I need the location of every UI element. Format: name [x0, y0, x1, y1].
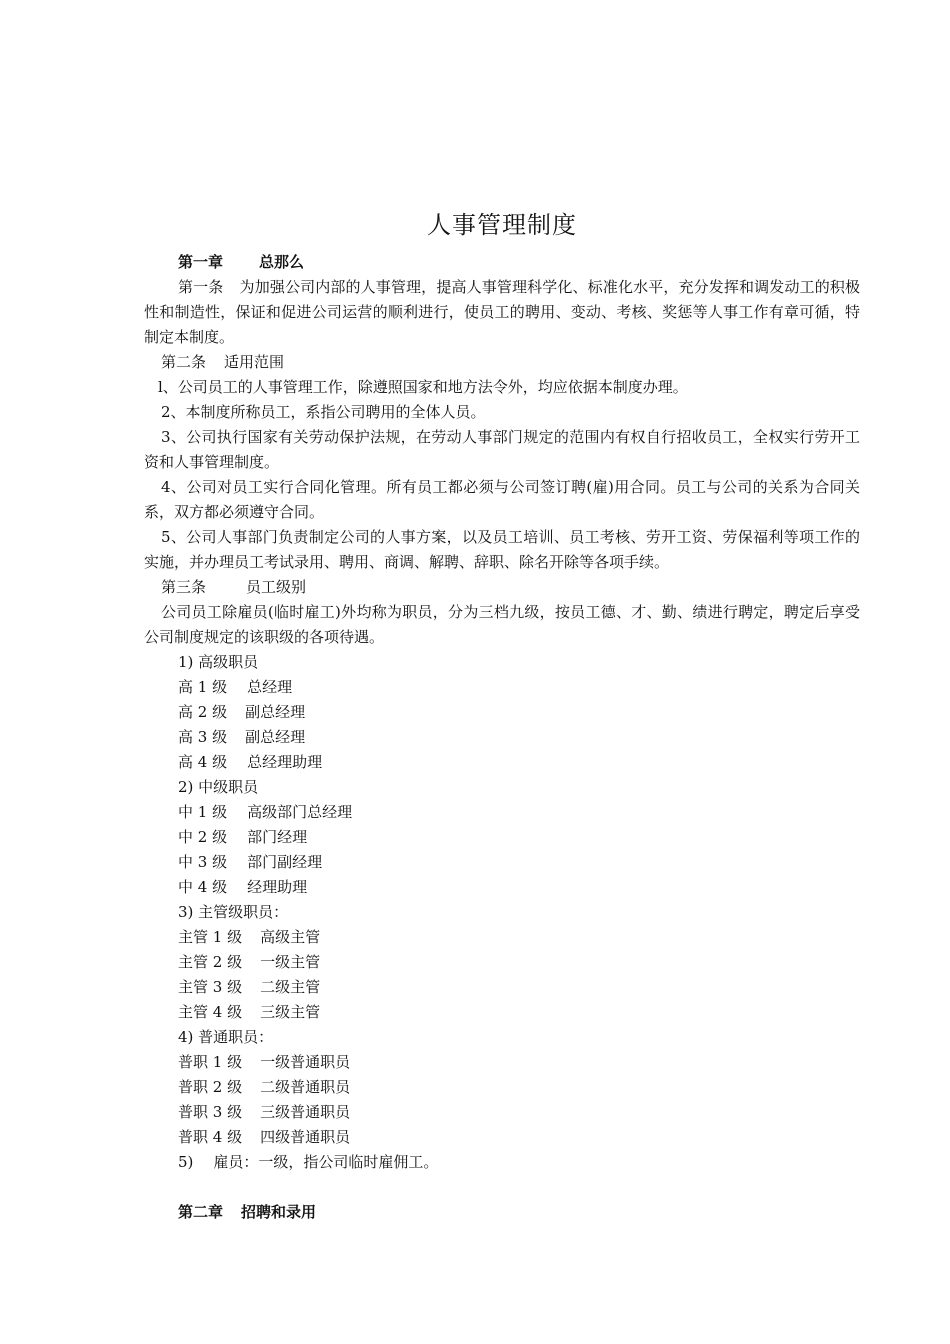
level-grade: 主管 3 级: [178, 978, 243, 996]
level-grade: 中 4 级: [178, 878, 228, 896]
level-title: 部门经理: [247, 828, 308, 846]
level-title: 副总经理: [245, 703, 306, 721]
level-title: 一级主管: [260, 953, 321, 971]
level-grade: 普职 3 级: [178, 1103, 243, 1121]
level-row: [144, 750, 860, 775]
list-item: 2、本制度所称员工，系指公司聘用的全体人员。: [161, 403, 486, 421]
level-grade: 中 3 级: [178, 853, 228, 871]
level-grade: 普职 4 级: [178, 1128, 243, 1146]
level-row: [144, 700, 860, 725]
group-heading: 3) 主管级职员：: [178, 903, 289, 921]
level-grade: 高 1 级: [178, 678, 228, 696]
level-title: 二级主管: [260, 978, 321, 996]
level-title: 经理助理: [247, 878, 308, 896]
article-name: 适用范围: [224, 353, 285, 371]
level-title: 三级普通职员: [260, 1103, 351, 1121]
group-heading: 4) 普通职员：: [178, 1028, 274, 1046]
article-text: 为加强公司内部的人事管理，提高人事管理科学化、标准化水平，充分发挥和调发动工的积极性和制造性，保证和促进公司运营的顺利进行，使员工的聘用、变动、考核、奖惩等人事工作有章可循，特制定本制度。: [144, 278, 860, 346]
level-title: 三级主管: [260, 1003, 321, 1021]
list-item: 5、公司人事部门负责制定公司的人事方案，以及员工培训、员工考核、劳开工资、劳保福利等项工作的实施，并办理员工考试录用、聘用、商调、解聘、辞职、除名开除等各项手续。: [144, 528, 860, 571]
chapter-name: 招聘和录用: [241, 1203, 317, 1221]
list-item: l、公司员工的人事管理工作，除遵照国家和地方法令外，均应依据本制度办理。: [158, 378, 688, 396]
level-title: 总经理助理: [247, 753, 323, 771]
level-grade: 高 2 级: [178, 703, 228, 721]
chapter-label: 第二章: [178, 1203, 224, 1221]
level-title: 二级普通职员: [260, 1078, 351, 1096]
chapter-label: 第一章: [178, 253, 224, 271]
level-grade: 高 3 级: [178, 728, 228, 746]
article-label: 第一条: [178, 278, 224, 296]
level-grade: 高 4 级: [178, 753, 228, 771]
level-row: [144, 925, 860, 950]
level-row: [144, 950, 860, 975]
group-heading: 2) 中级职员: [178, 778, 259, 796]
level-grade: 主管 2 级: [178, 953, 243, 971]
article-heading: [144, 350, 860, 375]
article-name: 员工级别: [246, 578, 307, 596]
chapter-name: 总那么: [259, 253, 305, 271]
level-row: [144, 825, 860, 850]
article-paragraph: 公司员工除雇员(临时雇工)外均称为职员，分为三档九级，按员工德、才、勤、绩进行聘定，聘定后享受公司制度规定的该职级的各项待遇。: [144, 603, 860, 646]
list-item: 3、公司执行国家有关劳动保护法规，在劳动人事部门规定的范围内有权自行招收员工，全权实行劳开工资和人事管理制度。: [144, 428, 860, 471]
level-grade: 主管 4 级: [178, 1003, 243, 1021]
level-row: [144, 675, 860, 700]
level-grade: 普职 2 级: [178, 1078, 243, 1096]
level-row: [144, 800, 860, 825]
list-item: 4、公司对员工实行合同化管理。所有员工都必须与公司签订聘(雇)用合同。员工与公司的关系为合同关系，双方都必须遵守合同。: [144, 478, 860, 521]
level-row: [144, 725, 860, 750]
level-row: [144, 1100, 860, 1125]
level-row: [144, 1075, 860, 1100]
level-row: [144, 1050, 860, 1075]
level-grade: 普职 1 级: [178, 1053, 243, 1071]
level-title: 一级普通职员: [260, 1053, 351, 1071]
level-title: 高级主管: [260, 928, 321, 946]
level-grade: 中 2 级: [178, 828, 228, 846]
level-title: 部门副经理: [247, 853, 323, 871]
level-grade: 主管 1 级: [178, 928, 243, 946]
employee-text: 雇员：一级，指公司临时雇佣工。: [213, 1153, 439, 1171]
level-row: [144, 1000, 860, 1025]
level-title: 四级普通职员: [260, 1128, 351, 1146]
level-title: 高级部门总经理: [247, 803, 353, 821]
level-grade: 中 1 级: [178, 803, 228, 821]
article-label: 第二条: [161, 353, 207, 371]
chapter-heading: [144, 1200, 860, 1225]
level-title: 总经理: [247, 678, 293, 696]
employee-label: 5): [178, 1153, 194, 1171]
level-row: [144, 850, 860, 875]
article-label: 第三条: [161, 578, 207, 596]
level-row: [144, 1125, 860, 1150]
level-row: [144, 975, 860, 1000]
employee-row: [144, 1150, 860, 1175]
article-paragraph: [144, 275, 860, 350]
document-title: 人事管理制度: [427, 211, 577, 239]
level-row: [144, 875, 860, 900]
blank-line: [144, 1175, 860, 1200]
chapter-heading: [144, 250, 860, 275]
article-heading: [144, 575, 860, 600]
level-title: 副总经理: [245, 728, 306, 746]
group-heading: 1) 高级职员: [178, 653, 259, 671]
document-body: [144, 250, 860, 1225]
